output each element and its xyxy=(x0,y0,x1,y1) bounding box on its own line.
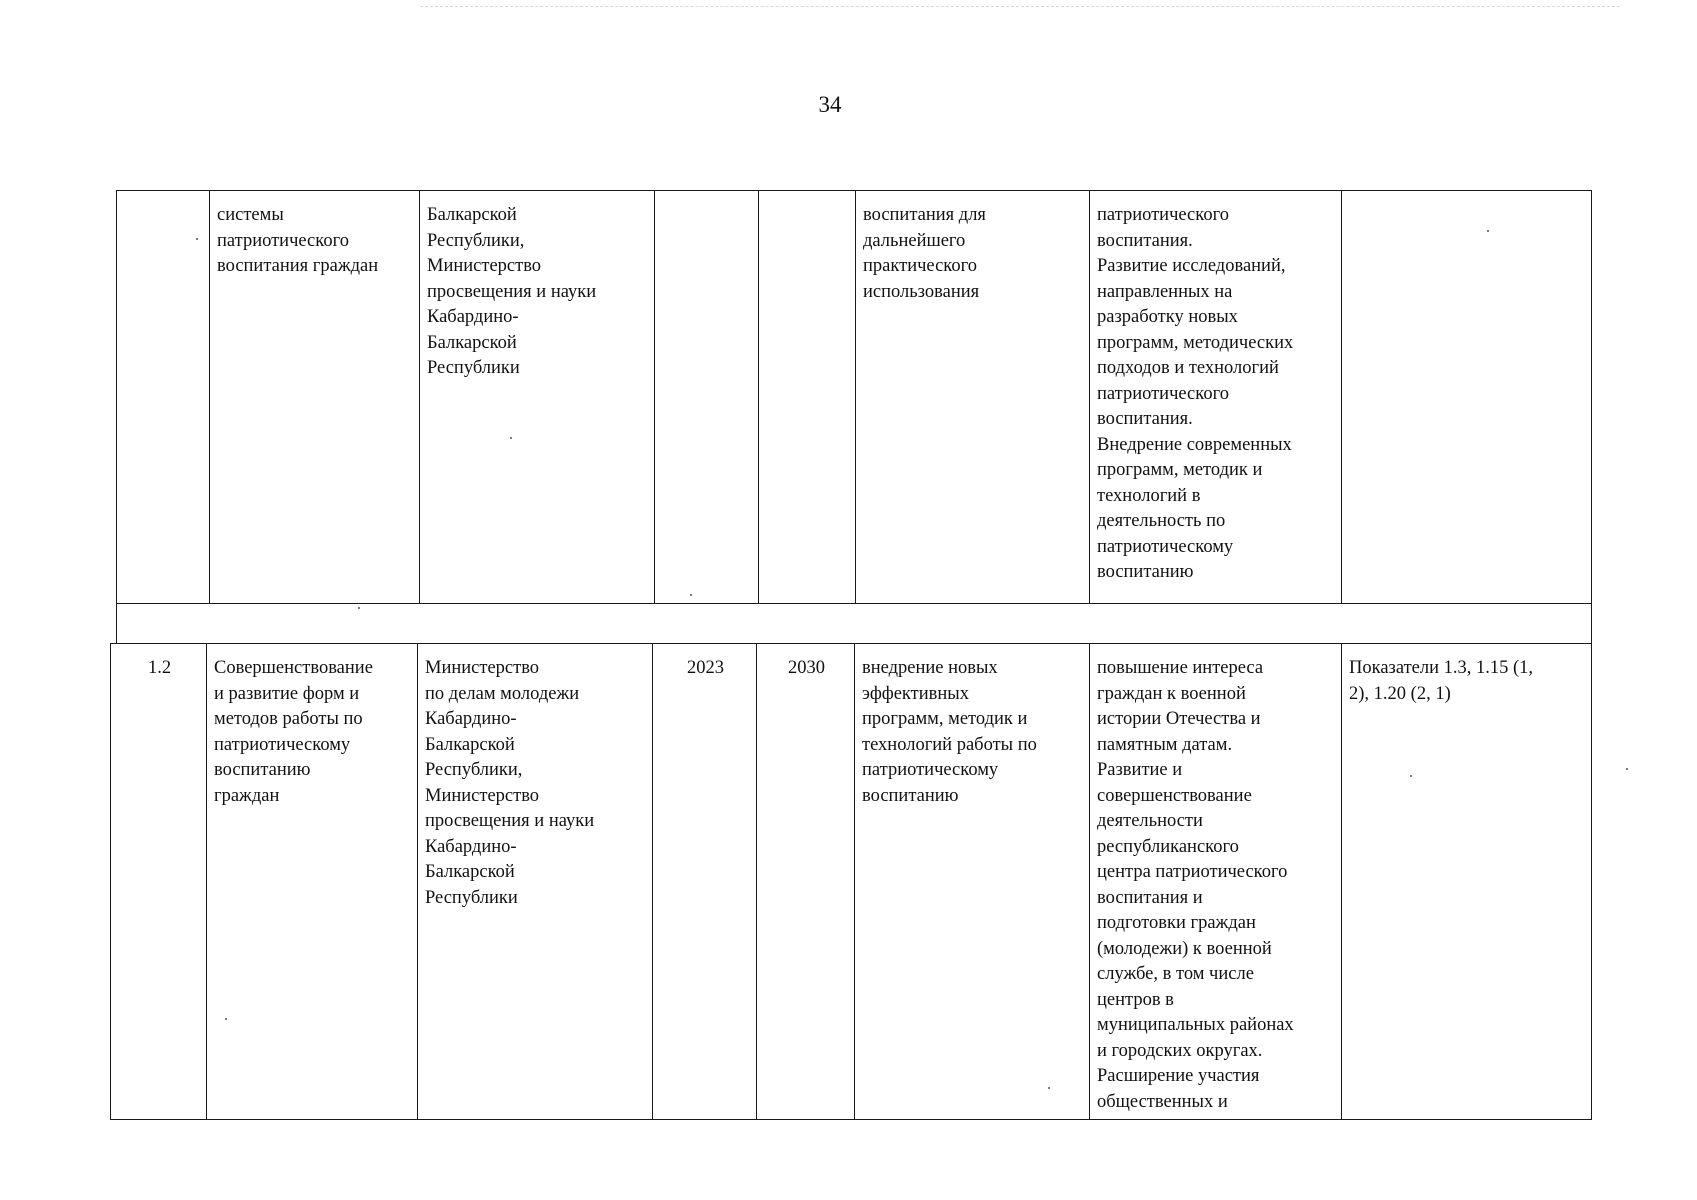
cell-expected-result: воспитания для дальнейшего практического использования xyxy=(856,191,1090,604)
cell-content: патриотического воспитания. Развитие исследований, направленных на разработку новых программ, методических подходов и технологий патриотического воспитания. Внедрение современных программ, методик и технологий в деятельность по патриотическому воспитанию xyxy=(1090,191,1342,604)
cell-number xyxy=(117,191,210,604)
scan-speck xyxy=(225,1018,227,1020)
scan-edge-artifact xyxy=(420,6,1620,11)
scan-speck xyxy=(690,594,692,596)
cell-executor: Министерство по делам молодежи Кабардино- Балкарской Республики, Министерство просвещения и науки Кабардино- Балкарской Республики xyxy=(418,644,653,1120)
cell-start-year xyxy=(655,191,759,604)
cell-event-name: Совершенствование и развитие форм и методов работы по патриотическому воспитанию граждан xyxy=(207,644,418,1120)
table-continued-block xyxy=(116,190,1592,644)
table-row-spacer xyxy=(117,604,1592,644)
cell-indicators xyxy=(1342,191,1592,604)
page-number: 34 xyxy=(818,92,842,117)
scan-speck xyxy=(358,607,360,609)
cell-number: 1.2 xyxy=(111,644,207,1120)
cell-end-year: 2030 xyxy=(757,644,855,1120)
cell-end-year xyxy=(759,191,856,604)
scan-speck xyxy=(1626,768,1628,770)
cell-content: повышение интереса граждан к военной истории Отечества и памятным датам. Развитие и совершенствование деятельности республиканского центра патриотического воспитания и подготовки граждан (молодежи) к военной службе, в том числе центров в муниципальных районах и городских округах. Расширение участия общественных и xyxy=(1090,644,1342,1120)
scan-speck xyxy=(510,437,512,439)
table-row-1-2-block xyxy=(110,643,1592,1120)
cell-event-name: системы патриотического воспитания граждан xyxy=(210,191,420,604)
cell-indicators: Показатели 1.3, 1.15 (1, 2), 1.20 (2, 1) xyxy=(1342,644,1592,1120)
cell-expected-result: внедрение новых эффективных программ, методик и технологий работы по патриотическому воспитанию xyxy=(855,644,1090,1120)
spacer-cell xyxy=(117,604,1592,644)
scan-speck xyxy=(1410,775,1412,777)
scan-speck xyxy=(1048,1087,1050,1089)
scan-speck xyxy=(196,238,198,240)
table-row xyxy=(117,191,1592,604)
table-row xyxy=(111,644,1592,1120)
scan-speck xyxy=(1487,230,1489,232)
cell-executor: Балкарской Республики, Министерство просвещения и науки Кабардино- Балкарской Республики xyxy=(420,191,655,604)
cell-start-year: 2023 xyxy=(653,644,757,1120)
